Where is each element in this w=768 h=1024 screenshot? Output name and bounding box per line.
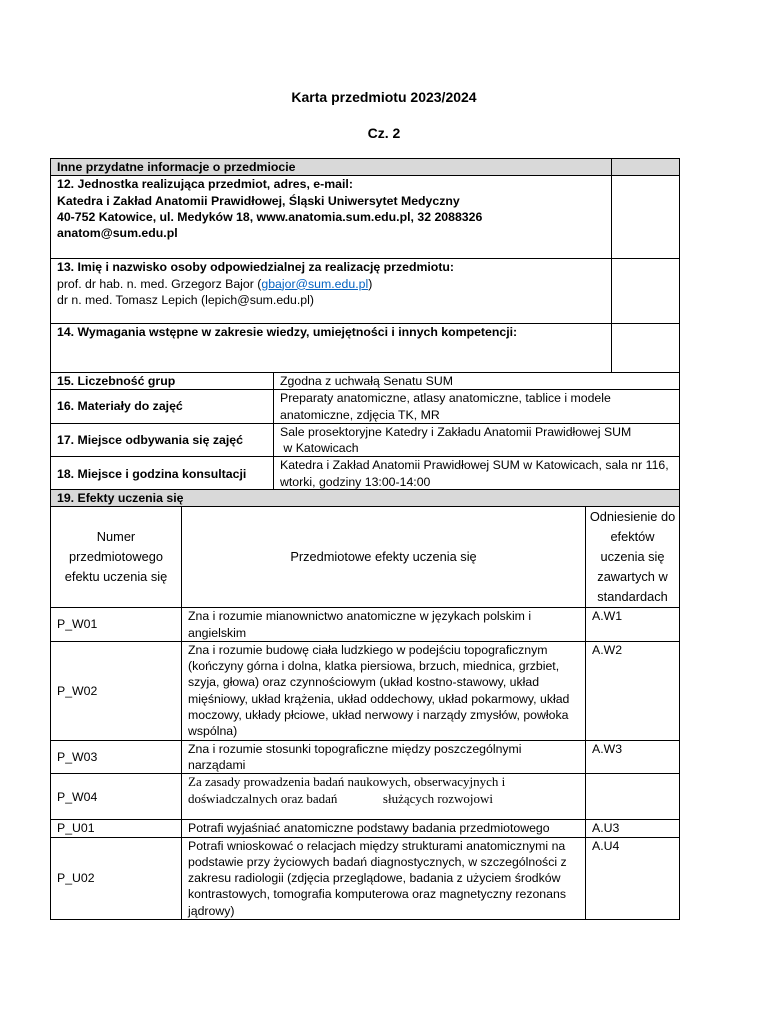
effect-row-pu01 bbox=[51, 820, 680, 837]
effect-reference: A.W1 bbox=[586, 608, 680, 642]
effects-section-row bbox=[51, 490, 680, 507]
effect-reference: A.U3 bbox=[586, 820, 680, 837]
info-label-consultation: 18. Miejsce i godzina konsultacji bbox=[51, 457, 274, 491]
person-1-suffix: ) bbox=[368, 276, 373, 291]
unit-cell bbox=[51, 176, 612, 259]
info-row-location bbox=[51, 423, 680, 457]
unit-line-2: Katedra i Zakład Anatomii Prawidłowej, Śląski Uniwersytet Medyczny bbox=[57, 193, 460, 208]
responsible-row bbox=[51, 259, 680, 324]
document-subtitle: Cz. 2 bbox=[367, 125, 401, 141]
col-header-number: Numer przedmiotowego efektu uczenia się bbox=[51, 507, 182, 608]
effect-description: Zna i rozumie stosunki topograficzne między poszczególnymi narządami bbox=[182, 740, 586, 774]
effect-code: P_W02 bbox=[51, 641, 182, 740]
person-1-prefix: prof. dr hab. n. med. Grzegorz Bajor ( bbox=[57, 276, 262, 291]
info-value-location bbox=[274, 423, 680, 457]
requirements-side-cell bbox=[612, 324, 680, 373]
effect-code: P_W03 bbox=[51, 740, 182, 774]
effect-code: P_U02 bbox=[51, 837, 182, 919]
effect-reference: A.W2 bbox=[586, 641, 680, 740]
requirements-row bbox=[51, 324, 680, 373]
responsible-side-cell bbox=[612, 259, 680, 324]
responsible-cell bbox=[51, 259, 612, 324]
effect-row-pw01 bbox=[51, 608, 680, 642]
effect-row-pw02 bbox=[51, 641, 680, 740]
document-title: Karta przedmiotu 2023/2024 bbox=[291, 89, 477, 105]
info-row-groups bbox=[51, 373, 680, 390]
col-header-reference: Odniesienie do efektów uczenia się zawartych w standardach bbox=[586, 507, 680, 608]
unit-line-3: 40-752 Katowice, ul. Medyków 18, www.anatomia.sum.edu.pl, 32 2088326 bbox=[57, 209, 483, 224]
info-label-location: 17. Miejsce odbywania się zajęć bbox=[51, 423, 274, 457]
general-info-header-row bbox=[51, 159, 680, 176]
unit-line-4: anatom@sum.edu.pl bbox=[57, 226, 178, 241]
effect-description: Potrafi wnioskować o relacjach między strukturami anatomicznymi na podstawie przy życiowych badań diagnostycznych, w szczególności z zakresu radiologii (zdjęcia przeglądowe, badania z użyciem środków kontrastowych, tomografia komputerowa oraz magnetyczny rezonans jądrowy) bbox=[182, 837, 586, 919]
effect-description: Potrafi wyjaśniać anatomiczne podstawy badania przedmiotowego bbox=[182, 820, 586, 837]
general-info-heading: Inne przydatne informacje o przedmiocie bbox=[51, 159, 612, 176]
effects-section-heading: 19. Efekty uczenia się bbox=[51, 490, 680, 507]
effect-code: P_W01 bbox=[51, 608, 182, 642]
info-value-groups: Zgodna z uchwałą Senatu SUM bbox=[274, 373, 680, 390]
responsible-person-1 bbox=[57, 276, 605, 292]
requirements-heading: 14. Wymagania wstępne w zakresie wiedzy, umiejętności i innych kompetencji: bbox=[51, 324, 612, 373]
general-info-table bbox=[50, 158, 680, 373]
general-info-heading-blank bbox=[612, 159, 680, 176]
course-info-table bbox=[50, 372, 680, 491]
effect-description: Zna i rozumie mianownictwo anatomiczne w językach polskim i angielskim bbox=[182, 608, 586, 642]
info-row-materials bbox=[51, 390, 680, 424]
info-value-location-line-1: Sale prosektoryjne Katedry i Zakładu Anatomii Prawidłowej SUM bbox=[280, 424, 632, 439]
unit-side-cell bbox=[612, 176, 680, 259]
effect-row-pw04 bbox=[51, 774, 680, 820]
unit-row bbox=[51, 176, 680, 259]
effect-reference: A.W3 bbox=[586, 740, 680, 774]
effects-header-row bbox=[51, 507, 680, 608]
col-header-effect: Przedmiotowe efekty uczenia się bbox=[182, 507, 586, 608]
effect-description: Zna i rozumie budowę ciała ludzkiego w podejściu topograficznym (kończyny górna i dolna, klatka piersiowa, brzuch, miednica, grzbiet, szyja, głowa) oraz czynnościowym (układ kostno-stawowy, układ mięśniowy, układ krążenia, układ oddechowy, układ pokarmowy, układ moczowy, układy płciowe, układ nerwowy i narządy zmysłów, powłoka wspólna) bbox=[182, 641, 586, 740]
info-value-location-line-2: w Katowicach bbox=[280, 441, 359, 456]
unit-line-1: 12. Jednostka realizująca przedmiot, adres, e-mail: bbox=[57, 177, 353, 192]
effect-row-pu02 bbox=[51, 837, 680, 919]
info-label-materials: 16. Materiały do zajęć bbox=[51, 390, 274, 424]
effect-description-line-1: Za zasady prowadzenia badań naukowych, obserwacyjnych i bbox=[188, 774, 506, 790]
effect-row-pw03 bbox=[51, 740, 680, 774]
effect-description bbox=[182, 774, 586, 820]
info-row-consultation bbox=[51, 457, 680, 491]
responsible-heading: 13. Imię i nazwisko osoby odpowiedzialnej za realizację przedmiotu: bbox=[57, 260, 455, 275]
effect-code: P_W04 bbox=[51, 774, 182, 820]
responsible-person-2: dr n. med. Tomasz Lepich (lepich@sum.edu.pl) bbox=[57, 292, 314, 307]
learning-effects-table bbox=[50, 489, 680, 920]
info-value-materials: Preparaty anatomiczne, atlasy anatomiczne, tablice i modele anatomiczne, zdjęcia TK, MR bbox=[274, 390, 680, 424]
effect-reference: A.U4 bbox=[586, 837, 680, 919]
info-label-groups: 15. Liczebność grup bbox=[51, 373, 274, 390]
effect-description-line-2: doświadczalnych oraz badań służących rozwojowi bbox=[188, 790, 494, 806]
person-1-email-link[interactable]: gbajor@sum.edu.pl bbox=[261, 276, 369, 291]
info-value-consultation: Katedra i Zakład Anatomii Prawidłowej SUM w Katowicach, sala nr 116, wtorki, godziny 13:00-14:00 bbox=[274, 457, 680, 491]
effect-code: P_U01 bbox=[51, 820, 182, 837]
effect-reference bbox=[586, 774, 680, 820]
